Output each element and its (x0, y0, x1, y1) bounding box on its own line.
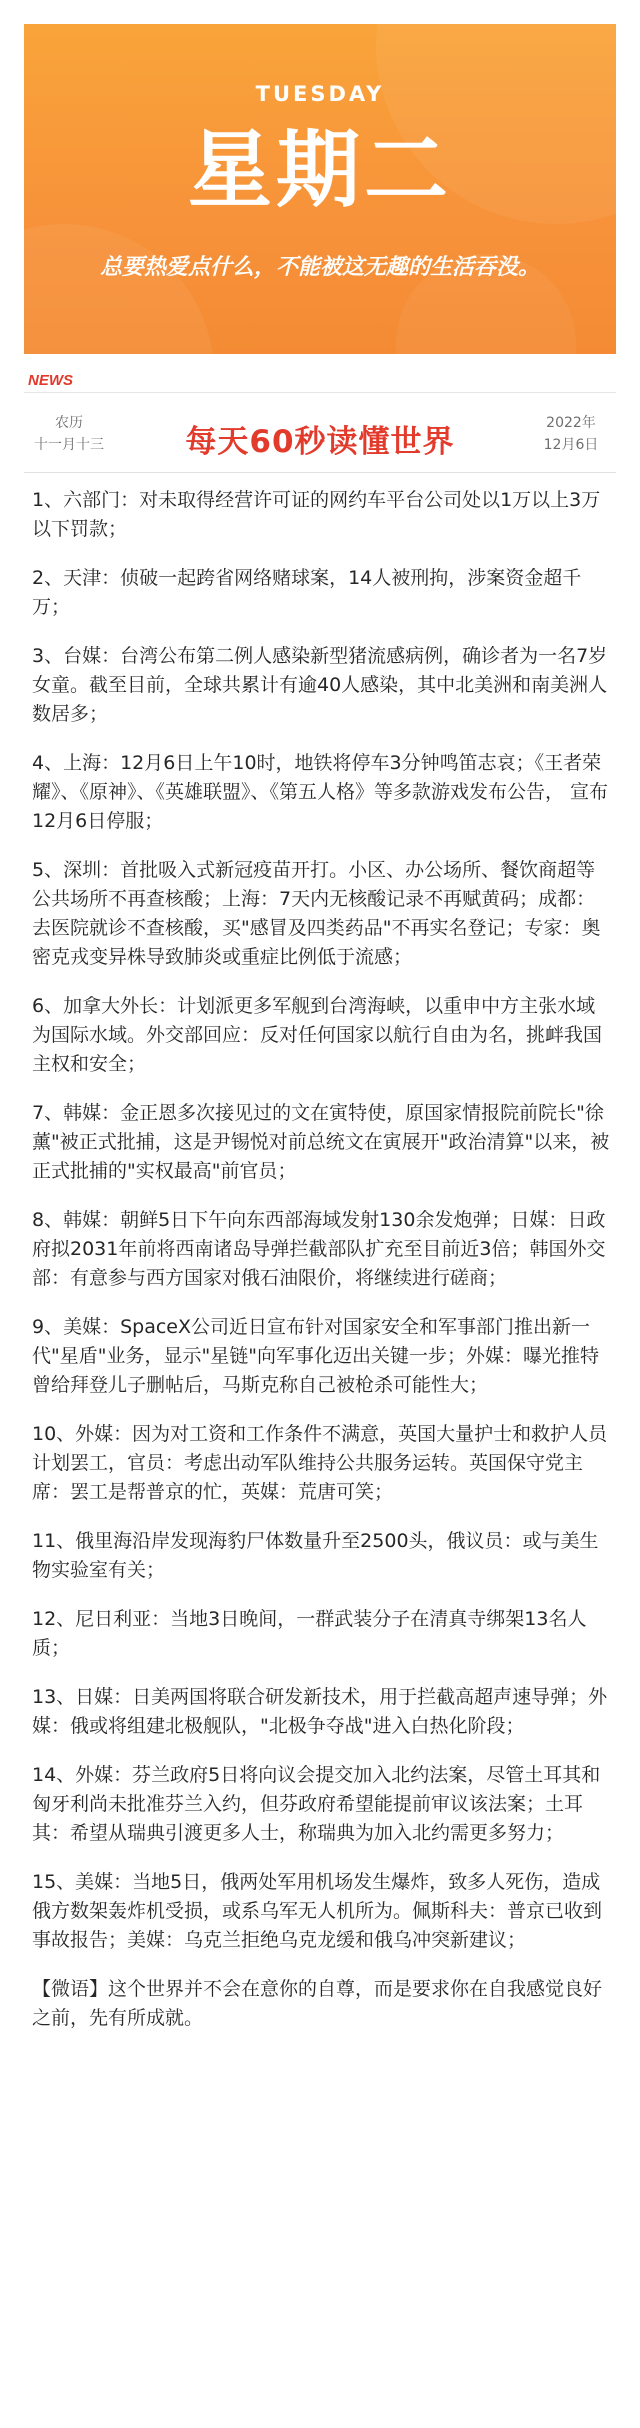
news-item: 7、韩媒：金正恩多次接见过的文在寅特使，原国家情报院前院长"徐薰"被正式批捕，这是尹锡悦对前总统文在寅展开"政治清算"以来，被正式批捕的"实权最高"前官员； (32, 1102, 610, 1182)
weekday-chinese: 星期二 (187, 121, 452, 219)
weekday-english: TUESDAY (255, 82, 385, 106)
lunar-label: 农历 (55, 415, 83, 431)
banner-motto: 总要热爱点什么，不能被这无趣的生活吞没。 (99, 255, 540, 280)
title-row (24, 404, 616, 468)
news-item: 14、外媒：芬兰政府5日将向议会提交加入北约法案，尽管土耳其和匈牙利尚未批准芬兰入约，但芬政府希望能提前审议该法案；土耳其：希望从瑞典引渡更多人士，称瑞典为加入北约需更多努力； (32, 1764, 601, 1844)
divider (24, 392, 616, 393)
news-item: 10、外媒：因为对工资和工作条件不满意，英国大量护士和救护人员计划罢工，官员：考虑出动军队维持公共服务运转。英国保守党主席：罢工是帮普京的忙，英媒：荒唐可笑； (32, 1423, 608, 1503)
banner-decoration (24, 224, 214, 354)
news-item: 13、日媒：日美两国将联合研发新技术，用于拦截高超声速导弹；外媒：俄或将组建北极舰队，"北极争夺战"进入白热化阶段； (32, 1686, 608, 1737)
date-day: 12月6日 (543, 437, 599, 453)
page-title: 每天60秒读懂世界 (185, 424, 455, 460)
gregorian-date-block (526, 412, 616, 456)
daily-quote: 【微语】这个世界并不会在意你的自尊，而是要求你在自我感觉良好之前，先有所成就。 (32, 1978, 603, 2029)
lunar-date-block (24, 412, 114, 456)
news-item: 2、天津：侦破一起跨省网络赌球案，14人被刑拘，涉案资金超千万； (32, 567, 582, 618)
news-item: 6、加拿大外长：计划派更多军舰到台湾海峡，以重申中方主张水域为国际水域。外交部回应：反对任何国家以航行自由为名，挑衅我国主权和安全； (32, 995, 603, 1075)
date-year: 2022年 (546, 415, 596, 431)
lunar-date: 十一月十三 (34, 437, 104, 453)
header-banner (24, 24, 616, 354)
news-item: 1、六部门：对未取得经营许可证的网约车平台公司处以1万以上3万以下罚款； (32, 489, 601, 540)
divider (24, 472, 616, 473)
news-tag: NEWS (28, 372, 73, 389)
news-list (32, 486, 610, 2033)
news-item: 12、尼日利亚：当地3日晚间，一群武装分子在清真寺绑架13名人质； (32, 1608, 587, 1659)
news-item: 4、上海：12月6日上午10时，地铁将停车3分钟鸣笛志哀；《王者荣耀》、《原神》、《英雄联盟》、《第五人格》等多款游戏发布公告， 宣布12月6日停服； (32, 752, 609, 832)
news-item: 9、美媒：SpaceX公司近日宣布针对国家安全和军事部门推出新一代"星盾"业务，显示"星链"向军事化迈出关键一步；外媒：曝光推特曾给拜登儿子删帖后，马斯克称自己被枪杀可能性大； (32, 1316, 599, 1396)
news-item: 8、韩媒：朝鲜5日下午向东西部海域发射130余发炮弹；日媒：日政府拟2031年前将西南诸岛导弹拦截部队扩充至目前近3倍；韩国外交部：有意参与西方国家对俄石油限价，将继续进行磋商； (32, 1209, 606, 1289)
news-item: 3、台媒：台湾公布第二例人感染新型猪流感病例，确诊者为一名7岁女童。截至目前，全球共累计有逾40人感染，其中北美洲和南美洲人数居多； (32, 645, 608, 725)
news-item: 5、深圳：首批吸入式新冠疫苗开打。小区、办公场所、餐饮商超等公共场所不再查核酸；上海：7天内无核酸记录不再赋黄码；成都：去医院就诊不查核酸，买"感冒及四类药品"不再实名登记；专家：奥密克戎变异株导致肺炎或重症比例低于流感； (32, 859, 601, 968)
news-item: 15、美媒：当地5日，俄两处军用机场发生爆炸，致多人死伤，造成俄方数架轰炸机受损，或系乌军无人机所为。佩斯科夫：普京已收到事故报告；美媒：乌克兰拒绝乌克龙缓和俄乌冲突新建议； (32, 1871, 603, 1951)
news-item: 11、俄里海沿岸发现海豹尸体数量升至2500头，俄议员：或与美生物实验室有关； (32, 1530, 599, 1581)
